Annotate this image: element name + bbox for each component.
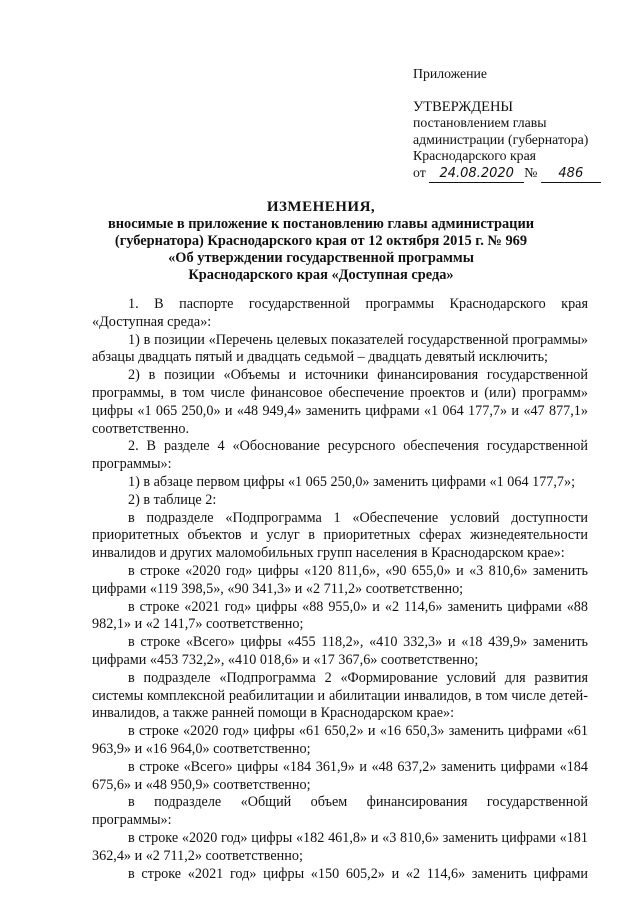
number-sign: № (524, 164, 538, 180)
paragraph: в подразделе «Общий объем финансирования государственной программы»: (92, 794, 588, 829)
paragraph: в строке «2021 год» цифры «88 955,0» и «2 114,6» заменить цифрами «88 982,1» и «2 141,7» соответственно; (92, 598, 588, 633)
paragraph: 1) в абзаце первом цифры «1 065 250,0» заменить цифрами «1 064 177,7»; (128, 473, 576, 490)
approval-line: постановлением главы (413, 115, 547, 130)
paragraph: 2) в позиции «Объемы и источники финансирования государственной программы, в том числе финансовое обеспечение проектов и (или) программ» цифры «1 065 250,0» и «48 949,4» заменить цифрами «1 064 177,7» и «47 877,1» соответственно. (92, 367, 588, 437)
paragraph: 1. В паспорте государственной программы Краснодарского края «Доступная среда»: (92, 296, 588, 330)
heading-title: ИЗМЕНЕНИЯ, (266, 199, 376, 215)
appendix-label: Приложение (413, 66, 488, 81)
handwritten-number: 486 (541, 166, 601, 184)
heading-line: вносимые в приложение к постановлению главы администрации (107, 216, 535, 232)
paragraph: 1) в позиции «Перечень целевых показателей государственной программы» абзацы двадцать пятый и двадцать седьмой – двадцать девятый исключить; (92, 331, 588, 366)
document-body (92, 296, 588, 883)
approval-line: Краснодарского края (413, 148, 537, 163)
handwritten-date: 24.08.2020 (429, 166, 524, 184)
paragraph: в строке «Всего» цифры «455 118,2», «410 332,3» и «18 439,9» заменить цифрами «453 732,2», «410 018,6» и «17 367,6» соответственно; (92, 634, 588, 668)
document-heading (84, 199, 558, 284)
paragraph: в строке «Всего» цифры «184 361,9» и «48 637,2» заменить цифрами «184 675,6» и «48 950,9» соответственно; (92, 758, 588, 793)
heading-line: Краснодарского края «Доступная среда» (188, 267, 454, 283)
approved-label: УТВЕРЖДЕНЫ (413, 98, 514, 115)
heading-line: (губернатора) Краснодарского края от 12 октября 2015 г. № 969 (114, 233, 528, 249)
approval-line: администрации (губернатора) (413, 131, 589, 147)
paragraph: в строке «2020 год» цифры «120 811,6», «90 655,0» и «3 810,6» заменить цифрами «119 398,5», «90 341,3» и «2 711,2» соответственно; (92, 562, 588, 597)
paragraph: в строке «2020 год» цифры «61 650,2» и «16 650,3» заменить цифрами «61 963,9» и «16 964,0» соответственно; (92, 723, 588, 757)
paragraph: 2. В разделе 4 «Обоснование ресурсного обеспечения государственной программы»: (92, 438, 588, 473)
paragraph: 2) в таблице 2: (128, 491, 217, 508)
paragraph: в подразделе «Подпрограмма 2 «Формирование условий для развития системы комплексной реабилитации и абилитации инвалидов, в том числе детей-инвалидов, а также ранней помощи в Краснодарском крае»: (92, 669, 588, 722)
from-label: от (413, 164, 426, 180)
paragraph: в строке «2020 год» цифры «182 461,8» и «3 810,6» заменить цифрами «181 362,4» и «2 711,2» соответственно; (92, 829, 588, 864)
heading-line: «Об утверждении государственной программы (168, 250, 474, 266)
paragraph: в подразделе «Подпрограмма 1 «Обеспечение условий доступности приоритетных объектов и услуг в приоритетных сферах жизнедеятельности инвалидов и других маломобильных групп населения в Краснодарском крае»: (92, 509, 588, 562)
approval-block (413, 66, 613, 183)
paragraph: в строке «2021 год» цифры «150 605,2» и «2 114,6» заменить цифрами (128, 865, 588, 882)
approval-date-line (413, 165, 613, 184)
